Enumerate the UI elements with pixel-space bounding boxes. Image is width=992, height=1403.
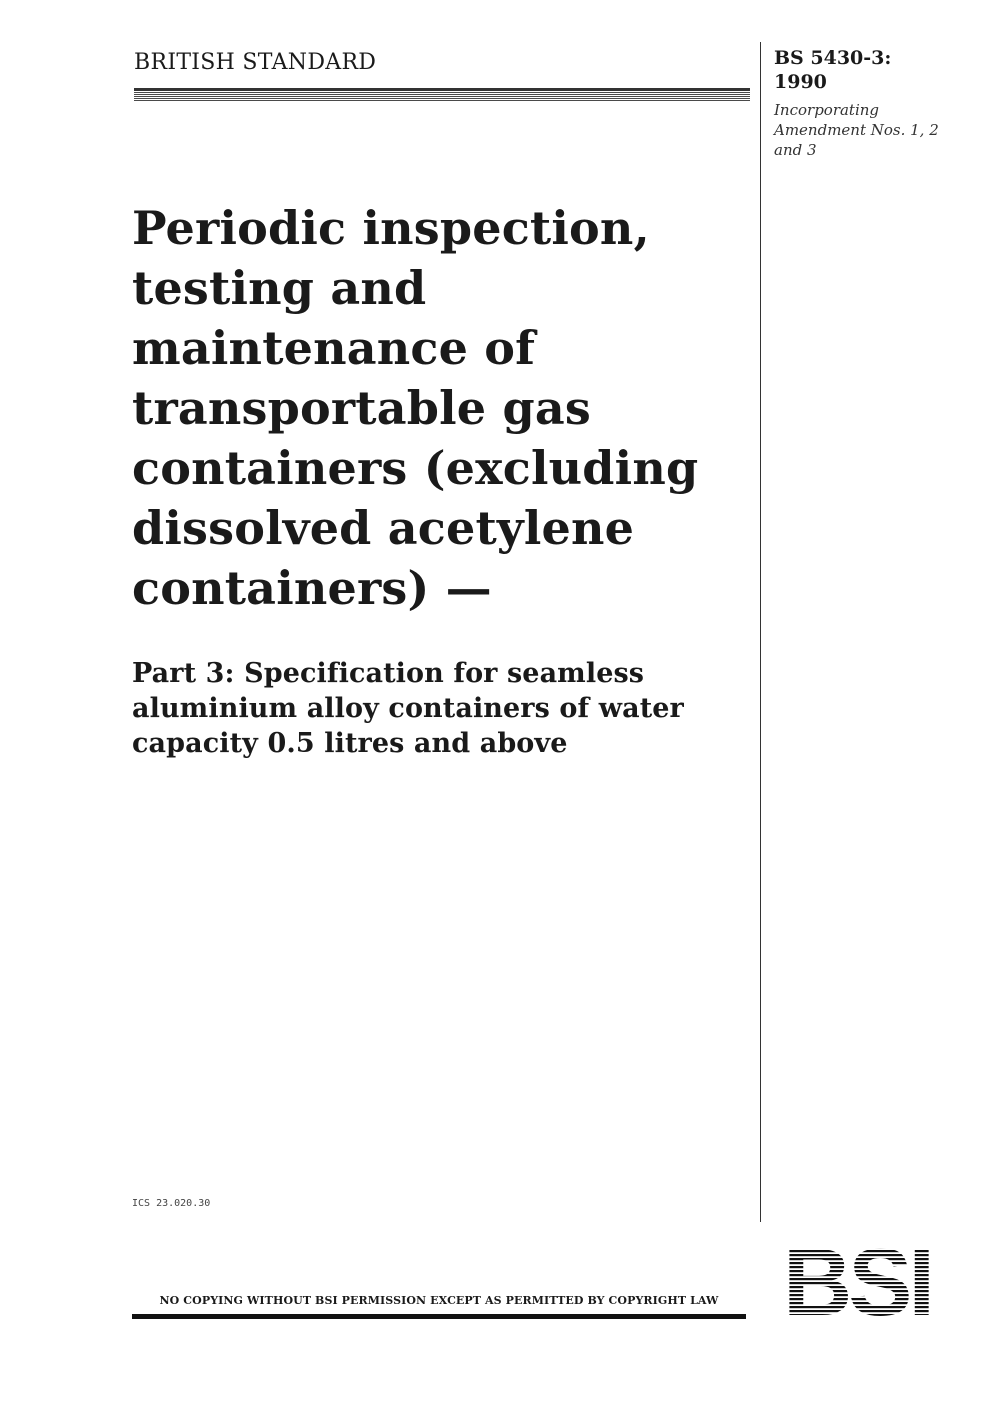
standard-number-block xyxy=(774,46,964,94)
standard-year: 1990 xyxy=(774,71,827,93)
header-label: BRITISH STANDARD xyxy=(134,50,377,75)
document-title: Periodic inspection, testing and maintenance of transportable gas containers (excluding dissolved acetylene containers) — xyxy=(132,201,699,615)
bsi-logo xyxy=(770,1242,945,1320)
bsi-logo-text: BSI xyxy=(782,1242,932,1320)
document-subtitle: Part 3: Specification for seamless aluminium alloy containers of water capacity 0.5 litres and above xyxy=(132,658,684,759)
amendment-note: Incorporating Amendment Nos. 1, 2 and 3 xyxy=(774,101,939,159)
sidebar-divider xyxy=(760,42,761,1222)
copyright-notice: NO COPYING WITHOUT BSI PERMISSION EXCEPT AS PERMITTED BY COPYRIGHT LAW xyxy=(159,1294,719,1307)
standard-number: BS 5430-3: xyxy=(774,47,892,69)
footer-rule xyxy=(132,1314,746,1319)
header-rule xyxy=(134,88,750,102)
ics-code: ICS 23.020.30 xyxy=(132,1198,211,1209)
